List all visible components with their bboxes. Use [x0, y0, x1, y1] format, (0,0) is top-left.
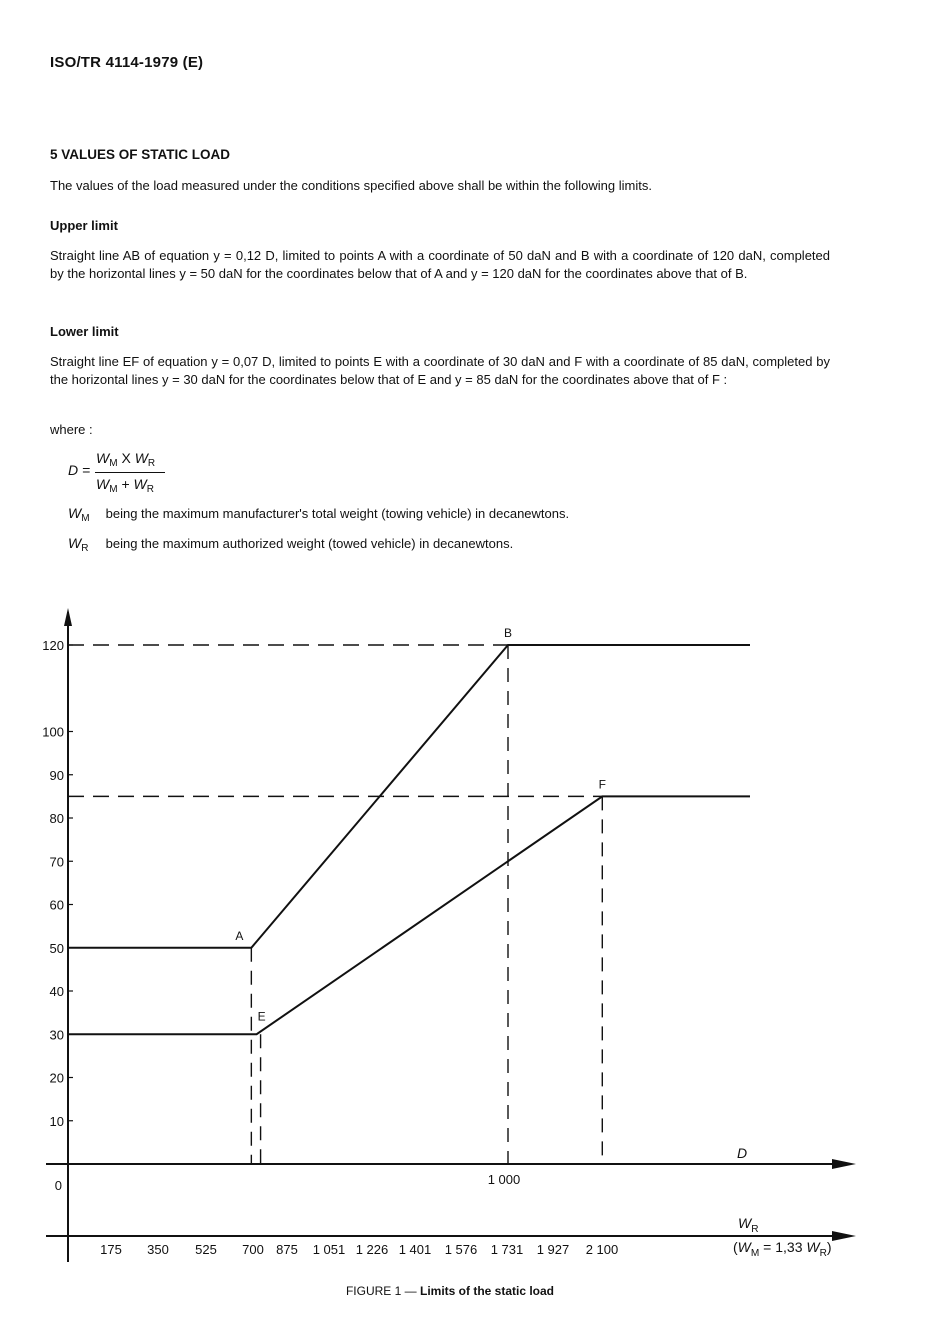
x-axis-label-d: D: [736, 1145, 748, 1161]
caption-prefix: FIGURE 1 —: [345, 1284, 417, 1298]
y-axis-arrow: [64, 608, 72, 626]
y-tick-label: 60: [49, 897, 64, 913]
point-label-e: E: [257, 1009, 266, 1024]
y-tick-label: 120: [42, 638, 64, 653]
definition-text: being the maximum authorized weight (towed vehicle) in decanewtons.: [105, 536, 514, 551]
y-tick-label: 100: [42, 724, 64, 740]
x-tick-label: 1 000: [487, 1172, 521, 1187]
definition-text: being the maximum manufacturer's total weight (towing vehicle) in decanewtons.: [105, 506, 570, 521]
wr-tick-label: 700: [242, 1242, 264, 1257]
lower-limit-text: Straight line EF of equation y = 0,07 D, limited to points E with a coordinate of 30 daN and F with a coordinate of 85 daN, completed by the horizontal lines y = 30 daN for the coordinates below that of E and y = 85 daN for the coordinates above that of F :: [50, 354, 830, 387]
y-tick-label: 20: [49, 1070, 64, 1086]
wr-tick-label: 875: [276, 1242, 298, 1257]
wr-tick-label: 1 927: [536, 1242, 570, 1257]
wr-tick-label: 2 100: [585, 1242, 619, 1257]
static-load-chart: [0, 600, 900, 1280]
definition-symbol: $W_R$: [68, 535, 89, 554]
x-axis-d-arrow: [832, 1159, 856, 1169]
wr-tick-label: 350: [147, 1242, 169, 1257]
y-tick-label: 30: [49, 1027, 64, 1043]
x-axis-label-wr: $W_R$: [738, 1215, 759, 1235]
definition-wm: [68, 505, 569, 524]
point-label-a: A: [235, 928, 244, 943]
caption-title: Limits of the static load: [420, 1284, 555, 1298]
formula-fraction-bar: [95, 472, 165, 473]
wr-tick-label: 1 401: [398, 1242, 432, 1257]
y-tick-label: 40: [49, 984, 64, 999]
upper-limit-text: Straight line AB of equation y = 0,12 D, limited to points A with a coordinate of 50 daN and B with a coordinate of 120 daN, completed by the horizontal lines y = 50 daN for the coordinates below that of A and y = 120 daN for the coordinates above that of B.: [50, 248, 830, 281]
wr-tick-label: 1 226: [355, 1242, 389, 1257]
wr-tick-label: 1 731: [490, 1242, 524, 1257]
y-tick-label: 0: [54, 1178, 62, 1193]
section-heading: 5 VALUES OF STATIC LOAD: [50, 147, 231, 162]
wr-tick-label: 525: [195, 1242, 217, 1257]
point-label-b: B: [503, 626, 513, 640]
upper-limit-heading: Upper limit: [50, 218, 118, 233]
lower-limit-heading: Lower limit: [50, 324, 119, 339]
definition-symbol: $W_M$: [68, 505, 90, 524]
document-header: ISO/TR 4114-1979 (E): [50, 54, 204, 71]
formula-denominator: $W_M + W_R$: [96, 476, 154, 495]
figure-caption: [0, 1284, 900, 1298]
y-tick-label: 70: [49, 854, 64, 870]
definition-wr: [68, 535, 513, 554]
wr-tick-label: 1 051: [312, 1242, 346, 1257]
y-tick-label: 90: [49, 767, 64, 783]
wr-tick-label: 1 576: [444, 1242, 478, 1257]
formula-lhs: D =: [68, 462, 91, 478]
formula-numerator: $W_M$ X $W_R$: [96, 450, 156, 469]
wr-tick-label: 175: [100, 1242, 122, 1257]
y-tick-label: 80: [49, 811, 64, 826]
y-tick-label: 50: [49, 940, 64, 956]
point-label-f: F: [598, 777, 606, 792]
intro-paragraph: The values of the load measured under the conditions specified above shall be within the following limits.: [50, 178, 652, 193]
lower-limit-line: [68, 796, 750, 1034]
y-tick-label: 10: [49, 1113, 64, 1129]
x-axis-wr-arrow: [832, 1231, 856, 1241]
where-label: where :: [50, 422, 93, 437]
x-axis-label-wr-note: ($W_M = 1,33$ $W_R$): [733, 1239, 832, 1259]
